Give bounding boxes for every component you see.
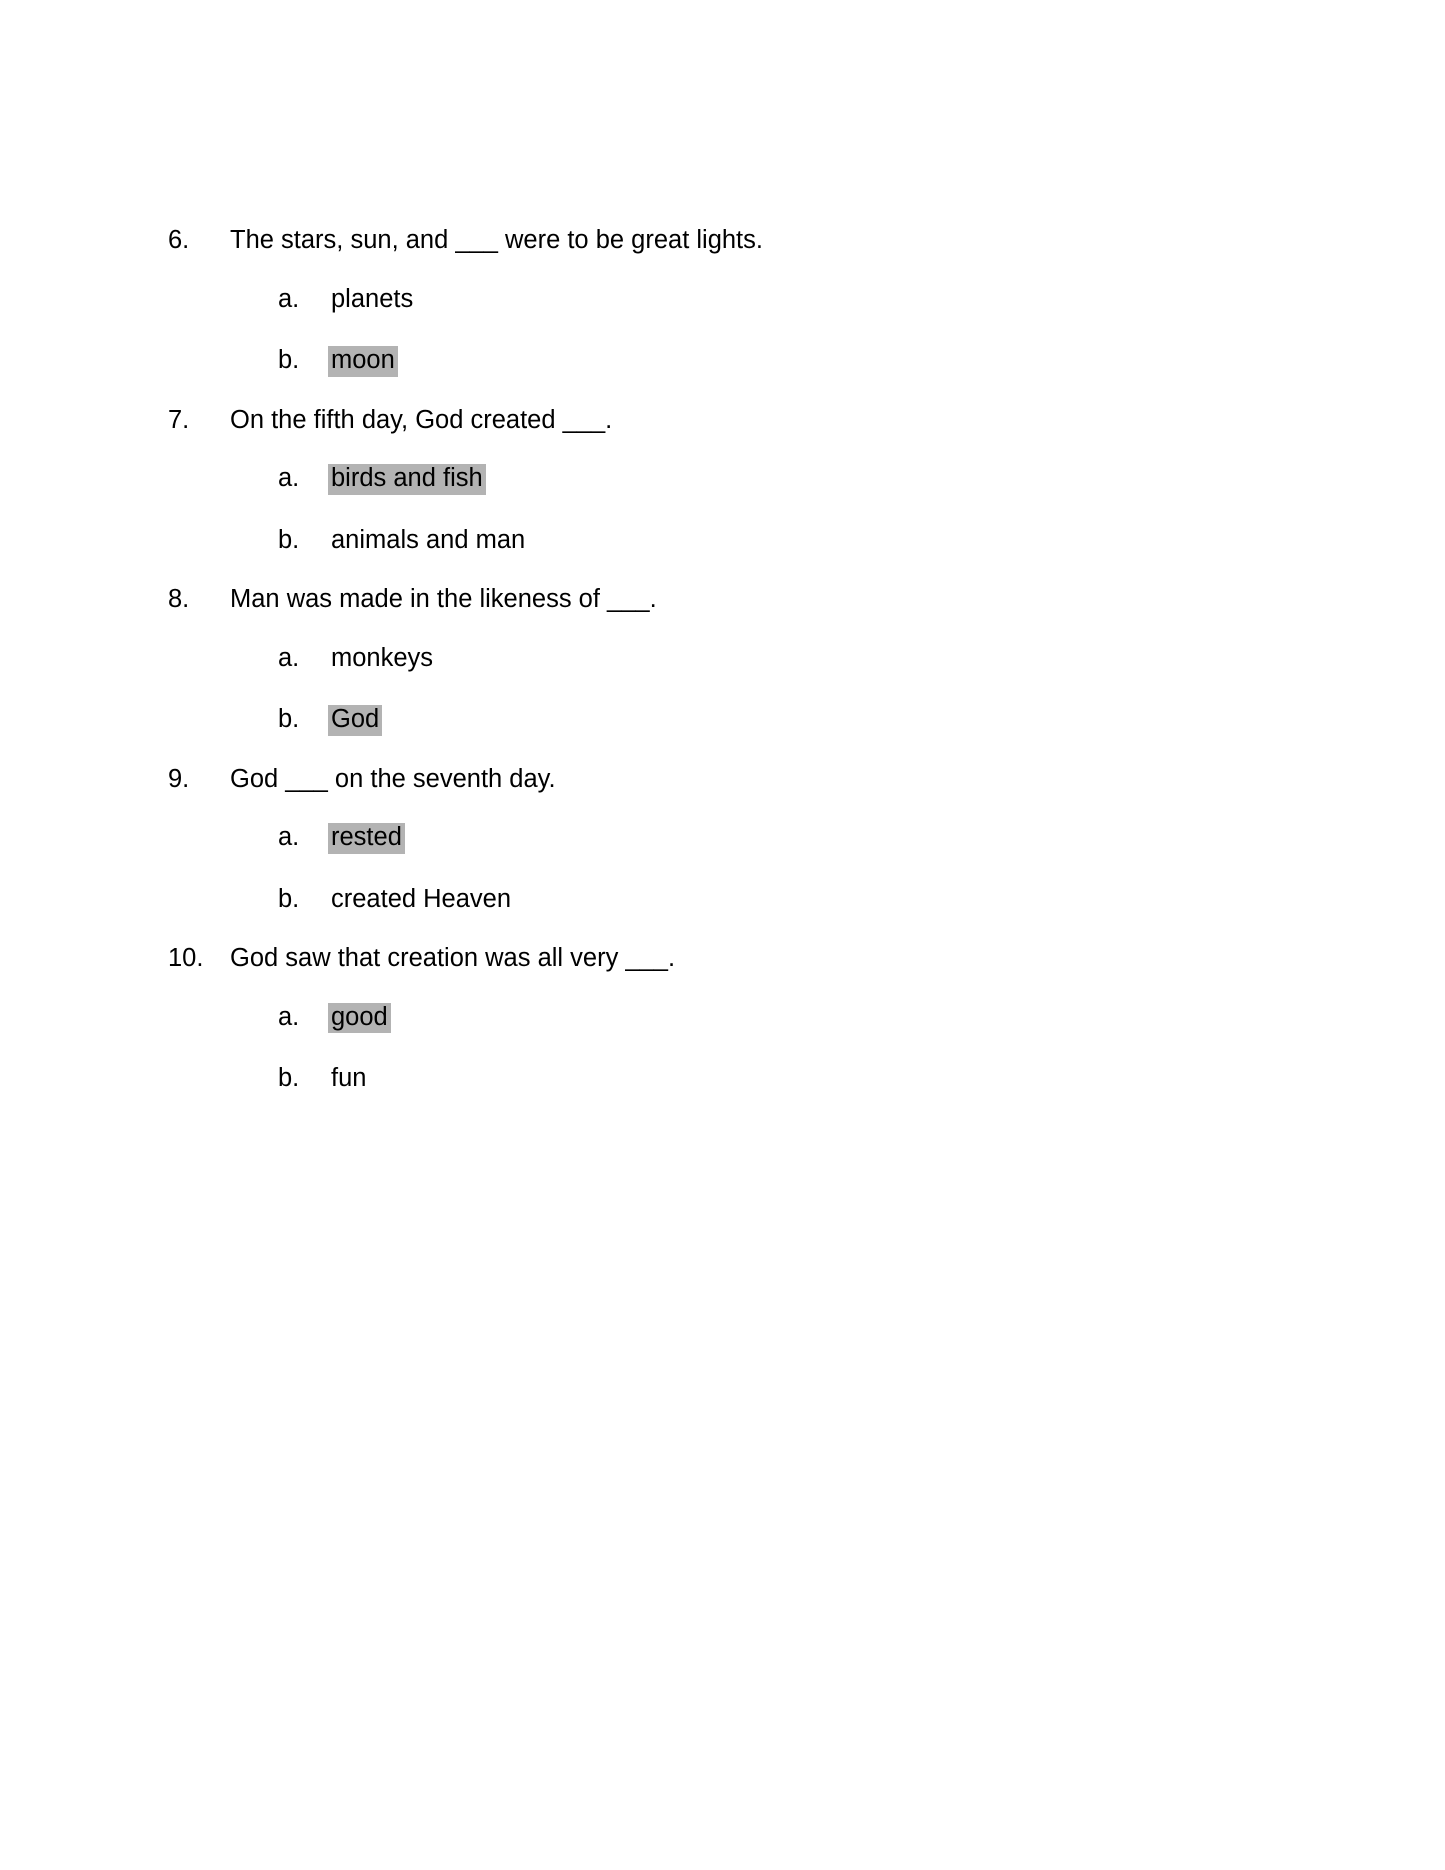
quiz-question: [168, 946, 1268, 1095]
option-letter: b.: [278, 884, 300, 913]
question-line: [168, 405, 1268, 434]
answer-option[interactable]: [278, 464, 1268, 495]
option-text-highlighted: good: [328, 1003, 391, 1034]
option-text: monkeys: [331, 643, 434, 672]
quiz-question: [168, 405, 1268, 557]
quiz-question: [168, 764, 1268, 916]
option-letter: a.: [278, 464, 300, 492]
option-letter: a.: [278, 823, 300, 851]
question-text: God ___ on the seventh day.: [230, 764, 556, 793]
option-letter: a.: [278, 284, 300, 313]
question-line: [168, 946, 1268, 972]
option-text-highlighted: birds and fish: [328, 464, 486, 495]
answer-option[interactable]: [278, 526, 1268, 557]
option-text: animals and man: [331, 525, 526, 554]
question-number: 7.: [168, 405, 190, 434]
answer-option[interactable]: [278, 823, 1268, 854]
question-text: The stars, sun, and ___ were to be great lights.: [230, 226, 763, 254]
option-text-highlighted: rested: [328, 823, 405, 854]
question-line: [168, 587, 1268, 613]
question-number: 8.: [168, 585, 190, 613]
question-number: 10.: [168, 944, 204, 972]
option-letter: b.: [278, 346, 300, 374]
answer-options: [168, 464, 1268, 556]
quiz-question-list: [168, 228, 1268, 1126]
option-letter: b.: [278, 1064, 300, 1092]
answer-option[interactable]: [278, 644, 1268, 675]
question-line: [168, 228, 1268, 254]
answer-options: [168, 285, 1268, 377]
answer-options: [168, 1003, 1268, 1095]
option-text-highlighted: God: [328, 705, 382, 736]
answer-option[interactable]: [278, 1064, 1268, 1095]
answer-option[interactable]: [278, 346, 1268, 377]
quiz-question: [168, 587, 1268, 736]
option-letter: b.: [278, 525, 300, 554]
option-letter: a.: [278, 1002, 300, 1031]
answer-option[interactable]: [278, 1003, 1268, 1034]
answer-option[interactable]: [278, 885, 1268, 916]
answer-options: [168, 644, 1268, 736]
option-letter: b.: [278, 705, 300, 733]
answer-options: [168, 823, 1268, 915]
question-text: On the fifth day, God created ___.: [230, 405, 613, 434]
question-text: Man was made in the likeness of ___.: [230, 585, 657, 613]
question-line: [168, 764, 1268, 793]
option-text-highlighted: moon: [328, 346, 398, 377]
question-number: 6.: [168, 226, 190, 254]
answer-option[interactable]: [278, 705, 1268, 736]
option-text: planets: [331, 284, 414, 313]
option-text: fun: [331, 1064, 367, 1092]
quiz-question: [168, 228, 1268, 377]
question-text: God saw that creation was all very ___.: [230, 944, 676, 972]
option-text: created Heaven: [331, 884, 512, 913]
option-letter: a.: [278, 643, 300, 672]
question-number: 9.: [168, 764, 190, 793]
answer-option[interactable]: [278, 285, 1268, 316]
